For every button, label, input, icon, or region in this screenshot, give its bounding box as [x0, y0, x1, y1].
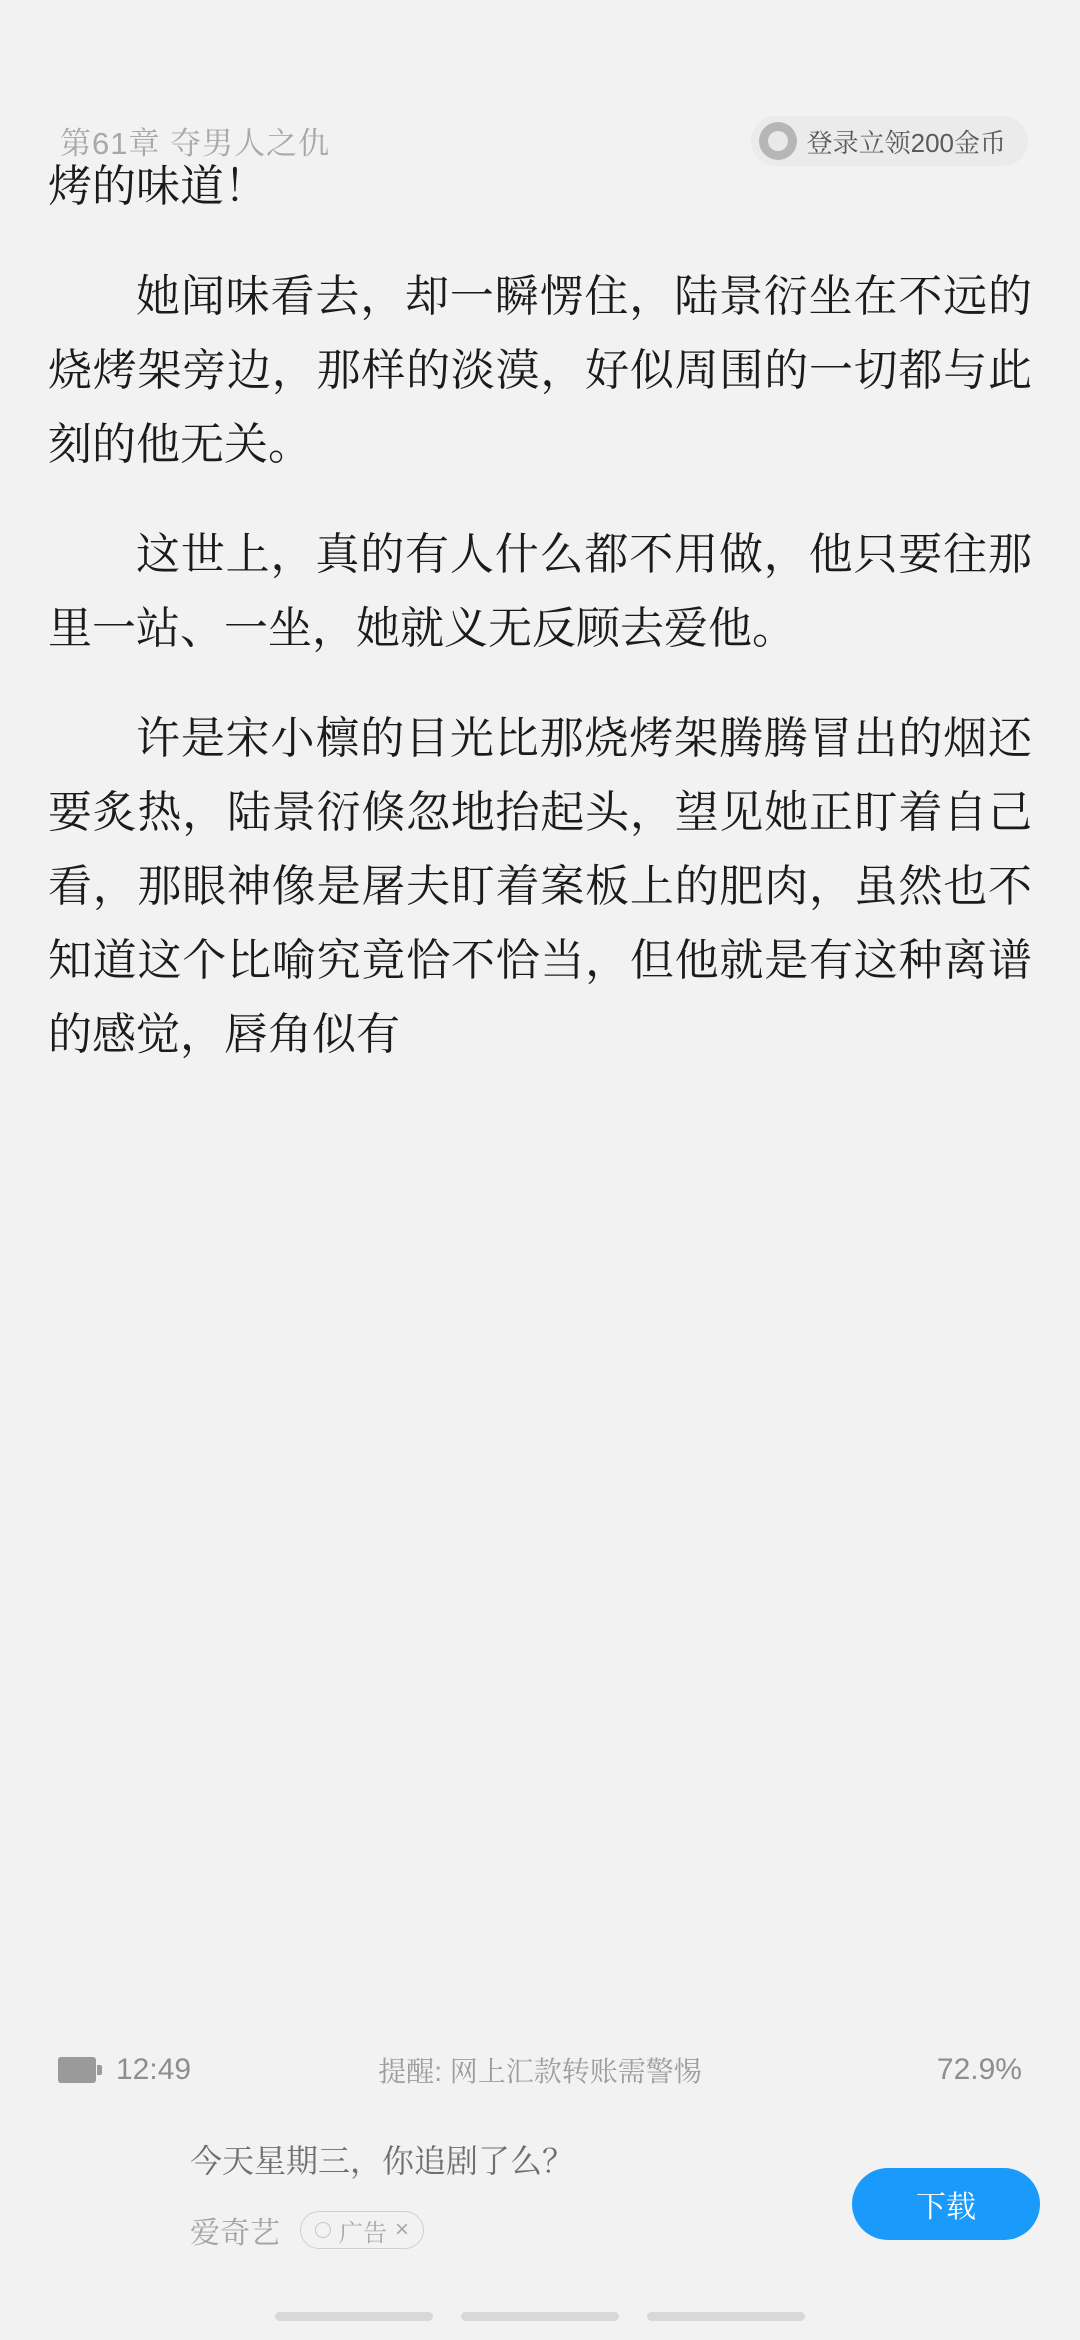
chapter-title: 第61章 夺男人之仇	[60, 126, 331, 161]
coin-promo-label: 登录立领200金币	[806, 127, 1006, 158]
security-tip: 提醒: 网上汇款转账需警惕	[378, 2056, 702, 2087]
close-icon[interactable]: ×	[395, 2216, 410, 2243]
info-icon	[315, 2222, 331, 2238]
ad-headline: 今天星期三，你追剧了么？	[190, 2143, 575, 2179]
system-navbar	[0, 2304, 1080, 2340]
recents-pill[interactable]	[275, 2312, 433, 2321]
home-pill[interactable]	[461, 2312, 619, 2321]
ad-banner[interactable]	[0, 2106, 1080, 2304]
paragraph: 烤的味道！	[48, 162, 268, 211]
reader-header	[0, 0, 1080, 161]
reader-content[interactable]	[0, 150, 1080, 2034]
reading-progress: 72.9%	[936, 2053, 1022, 2086]
download-button[interactable]: 下载	[852, 2168, 1040, 2240]
ad-brand-label: 爱奇艺	[190, 2217, 280, 2250]
back-pill[interactable]	[647, 2312, 805, 2321]
paragraph: 她闻味看去，却一瞬愣住，陆景衍坐在不远的烧烤架旁边，那样的淡漠，好似周围的一切都与此刻的他无关。	[48, 272, 1032, 469]
clock-label: 12:49	[116, 2053, 192, 2086]
coin-icon	[759, 122, 797, 160]
paragraph: 许是宋小檩的目光比那烧烤架腾腾冒出的烟还要炙热，陆景衍倏忽地抬起头，望见她正盯着自己看，那眼神像是屠夫盯着案板上的肥肉，虽然也不知道这个比喻究竟恰不恰当，但他就是有这种离谱的感觉，唇角似有	[48, 714, 1032, 1059]
coin-promo-button[interactable]	[751, 116, 1028, 166]
ad-tag-label: 广告	[339, 2219, 387, 2247]
ad-close-tag[interactable]	[300, 2211, 424, 2249]
paragraph: 这世上，真的有人什么都不用做，他只要往那里一站、一坐，她就义无反顾去爱他。	[48, 530, 1032, 653]
reader-status-bar	[0, 2034, 1080, 2106]
